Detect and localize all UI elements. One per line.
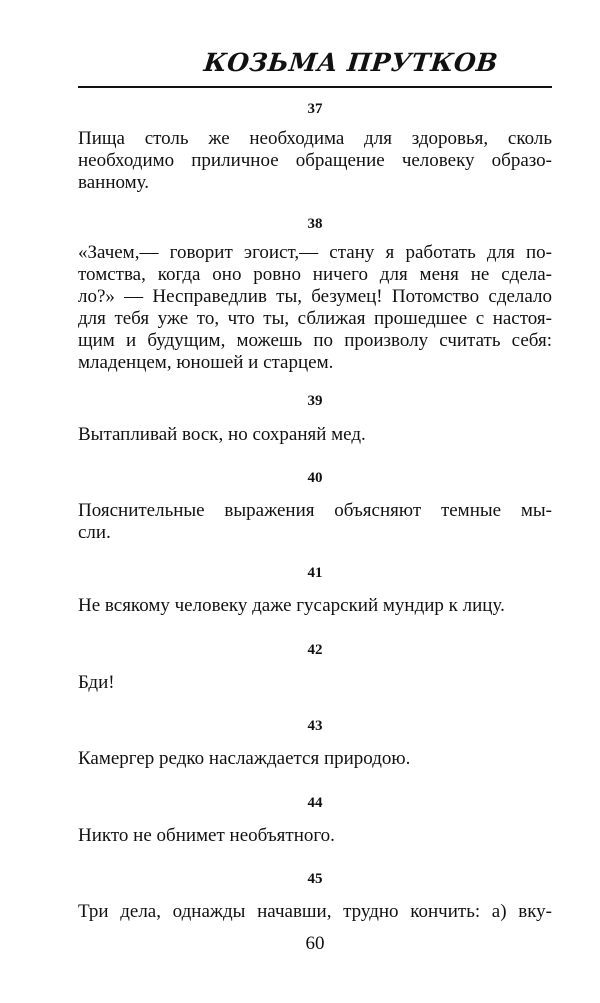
page-number: 60 — [305, 933, 325, 954]
text-line: сли. — [78, 522, 111, 543]
header-rule — [78, 86, 552, 88]
aphorism-text — [78, 128, 552, 194]
aphorism-number: 38 — [307, 216, 323, 232]
text-line: Никто не обнимет необъятного. — [78, 825, 335, 846]
text-line: Бди! — [78, 672, 115, 693]
aphorism-number: 41 — [307, 565, 323, 581]
aphorism-text — [78, 825, 552, 847]
aphorism-number: 43 — [307, 718, 323, 734]
text-line: ло?» — Несправедлив ты, безумец! Потомство сделало — [78, 286, 552, 307]
text-line: необходимо приличное обращение человеку образо- — [78, 150, 552, 171]
aphorism-text — [78, 500, 552, 544]
aphorism-number: 44 — [307, 795, 323, 811]
aphorism-number: 45 — [307, 871, 323, 887]
aphorism-text — [78, 242, 552, 374]
text-line: щим и будущим, можешь по произволу считать себя: — [78, 330, 552, 351]
text-line: для тебя уже то, что ты, сближая прошедшее с настоя- — [78, 308, 552, 329]
aphorism-number: 42 — [307, 642, 323, 658]
aphorism-text — [78, 424, 552, 446]
text-line: ванному. — [78, 172, 149, 193]
text-line: Не всякому человеку даже гусарский мундир к лицу. — [78, 595, 505, 616]
text-line: томства, когда оно ровно ничего для меня не сдела- — [78, 264, 552, 285]
aphorism-text — [78, 595, 552, 617]
text-line: Камергер редко наслаждается природою. — [78, 748, 411, 769]
aphorism-number: 39 — [307, 393, 323, 409]
text-line: младенцем, юношей и старцем. — [78, 352, 334, 373]
aphorism-text — [78, 901, 552, 923]
aphorism-number: 37 — [307, 101, 323, 117]
text-line: Вытапливай воск, но сохраняй мед. — [78, 424, 366, 445]
text-line: Пища столь же необходима для здоровья, сколь — [78, 128, 552, 149]
running-header-title: КОЗЬМА ПРУТКОВ — [202, 48, 500, 77]
aphorism-number: 40 — [307, 470, 323, 486]
text-line: Пояснительные выражения объясняют темные мы- — [78, 500, 552, 521]
aphorism-text — [78, 748, 552, 770]
text-line: «Зачем,— говорит эгоист,— стану я работать для по- — [78, 242, 552, 263]
aphorism-text — [78, 672, 552, 694]
text-line: Три дела, однажды начавши, трудно кончить: а) вку- — [78, 901, 552, 922]
